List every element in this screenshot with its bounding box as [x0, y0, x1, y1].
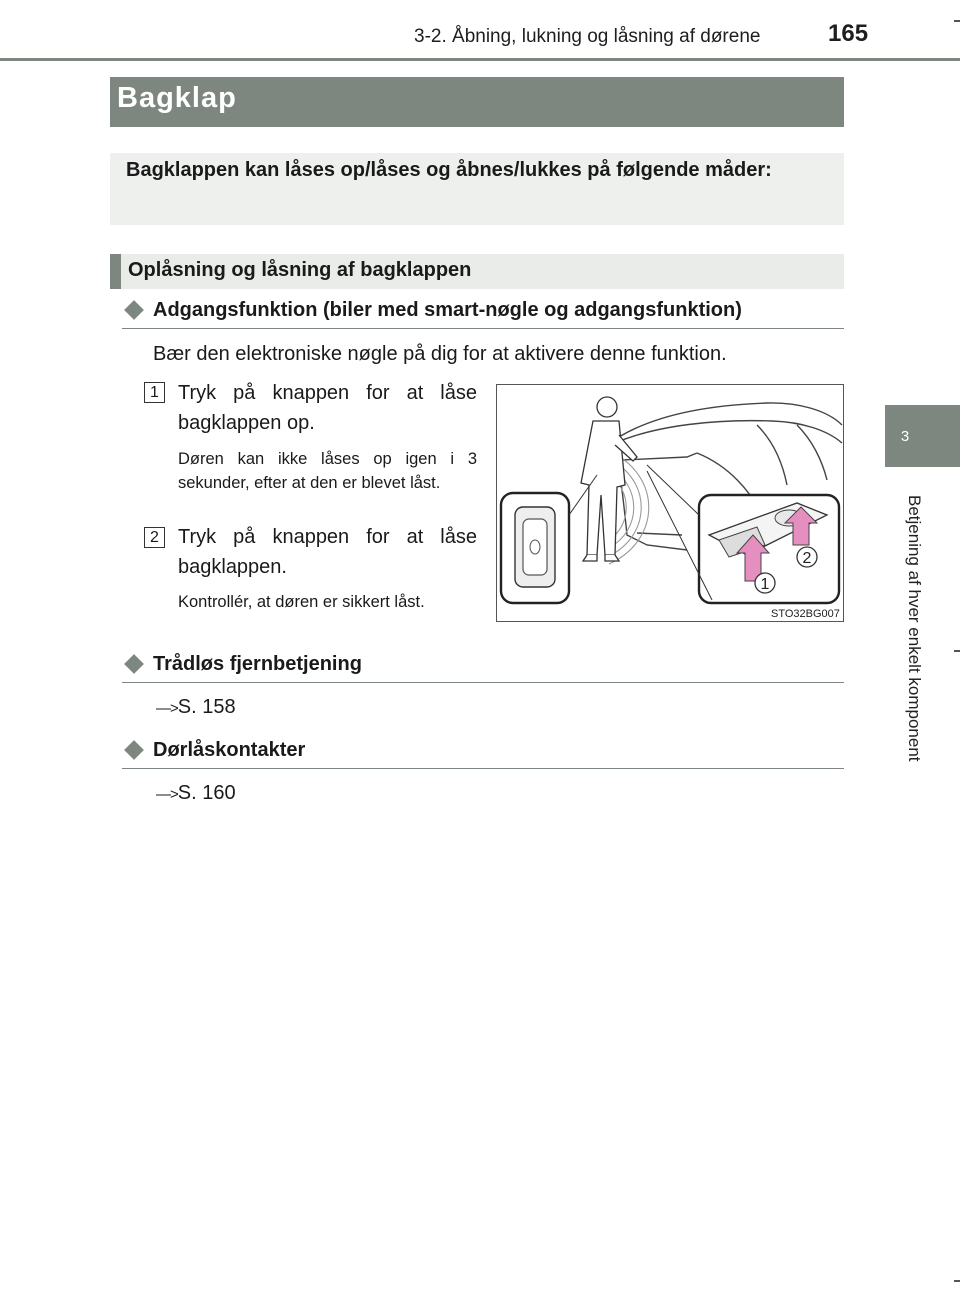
- figure-callout-1: 1: [760, 576, 770, 593]
- step-number-2: 2: [144, 527, 165, 548]
- tailgate-scene-icon: [497, 385, 843, 621]
- tailgate-illustration: [496, 384, 844, 622]
- crop-mark: [954, 650, 960, 652]
- diamond-icon: [124, 654, 144, 674]
- page-number: 165: [828, 20, 869, 47]
- smart-entry-heading: Adgangsfunktion (biler med smart-nøgle og adgangsfunktion): [153, 299, 742, 321]
- door-lock-page-ref: S. 160: [177, 782, 236, 804]
- arrow-right-icon: —>: [156, 700, 178, 717]
- figure-id: STO32BG007: [771, 608, 840, 620]
- crop-mark: [954, 20, 960, 22]
- arrow-right-icon: —>: [156, 786, 178, 803]
- chapter-number: 3: [900, 428, 910, 445]
- step-2-text: Tryk på knappen for at låse bagklappen.: [178, 526, 477, 578]
- diamond-icon: [124, 300, 144, 320]
- step-number-1: 1: [144, 382, 165, 403]
- subheading-rule: [122, 768, 844, 769]
- running-header-section: 3-2. Åbning, lukning og låsning af dørene: [414, 26, 761, 47]
- subheading-rule: [122, 682, 844, 683]
- remote-heading: Trådløs fjernbetjening: [153, 653, 362, 675]
- door-lock-reference[interactable]: [156, 782, 236, 805]
- crop-mark: [954, 1280, 960, 1282]
- header-rule: [0, 58, 960, 61]
- section-heading-bar: [110, 254, 121, 289]
- remote-reference[interactable]: [156, 696, 236, 719]
- smart-entry-instruction: Bær den elektroniske nøgle på dig for at aktivere denne funktion.: [153, 343, 727, 365]
- page-title: Bagklap: [117, 82, 237, 114]
- step-1-text: Tryk på knappen for at låse bagklappen op.: [178, 382, 477, 434]
- step-1-note: Døren kan ikke låses op igen i 3 sekunder, efter at den er blevet låst.: [178, 450, 477, 492]
- diamond-icon: [124, 740, 144, 760]
- step-2-note: Kontrollér, at døren er sikkert låst.: [178, 593, 425, 611]
- figure-callout-2: 2: [802, 550, 812, 567]
- chapter-title: Betjening af hver enkelt komponent: [905, 495, 924, 762]
- subheading-rule: [122, 328, 844, 329]
- door-lock-heading: Dørlåskontakter: [153, 739, 306, 761]
- intro-text: Bagklappen kan låses op/låses og åbnes/lukkes på følgende måder:: [126, 159, 772, 181]
- section-heading: Oplåsning og låsning af bagklappen: [128, 259, 472, 281]
- remote-page-ref: S. 158: [177, 696, 236, 718]
